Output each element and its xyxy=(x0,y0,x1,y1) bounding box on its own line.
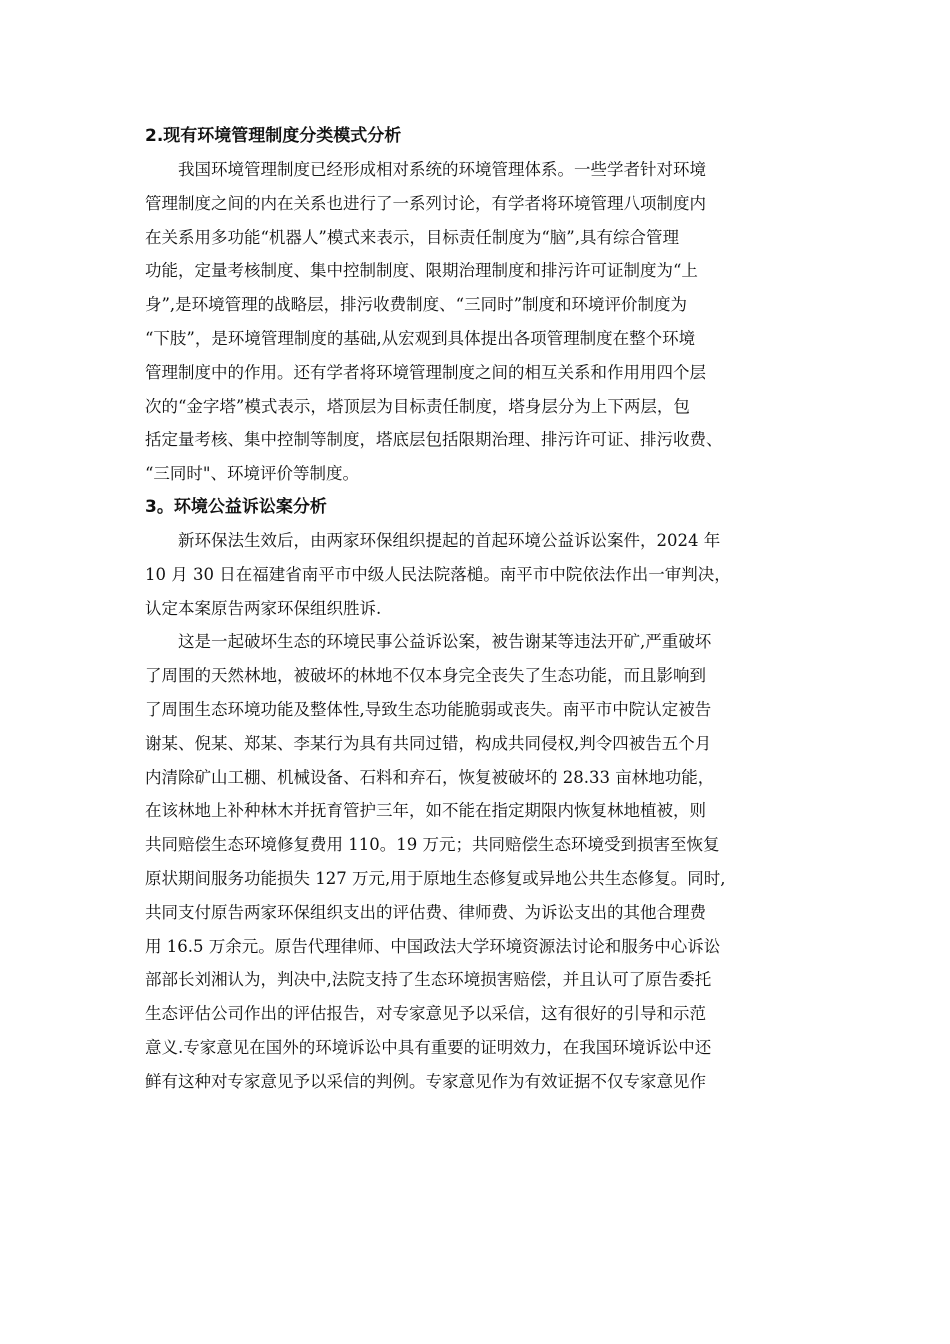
text-line: 管理制度之间的内在关系也进行了一系列讨论，有学者将环境管理八项制度内 xyxy=(145,193,706,213)
text-line: 共同支付原告两家环保组织支出的评估费、律师费、为诉讼支出的其他合理费 xyxy=(145,902,706,922)
text-line: 我国环境管理制度已经形成相对系统的环境管理体系。一些学者针对环境 xyxy=(178,160,706,179)
section-heading-2: 2.现有环境管理制度分类模式分析 xyxy=(145,126,402,146)
text-line: 鲜有这种对专家意见予以采信的判例。专家意见作为有效证据不仅专家意见作 xyxy=(145,1071,706,1091)
text-line: 了周围的天然林地，被破坏的林地不仅本身完全丧失了生态功能，而且影响到 xyxy=(145,666,706,686)
text-line: 内清除矿山工棚、机械设备、石料和弃石，恢复被破坏的 28.33 亩林地功能， xyxy=(145,767,715,787)
text-line: 新环保法生效后，由两家环保组织提起的首起环境公益诉讼案件，2024 年 xyxy=(178,530,721,550)
text-line: 部部长刘湘认为，判决中,法院支持了生态环境损害赔偿，并且认可了原告委托 xyxy=(145,970,712,990)
text-line: 了周围生态环境功能及整体性,导致生态功能脆弱或丧失。南平市中院认定被告 xyxy=(145,699,712,719)
text-line: “下肢”，是环境管理制度的基础,从宏观到具体提出各项管理制度在整个环境 xyxy=(145,328,696,348)
paragraph xyxy=(145,524,820,625)
text-line: 意义.专家意见在国外的环境诉讼中具有重要的证明效力，在我国环境诉讼中还 xyxy=(145,1037,712,1057)
text-line: 共同赔偿生态环境修复费用 110。19 万元；共同赔偿生态环境受到损害至恢复 xyxy=(145,835,720,855)
section-heading-3: 3。环境公益诉讼案分析 xyxy=(145,496,327,517)
text-line: 身”,是环境管理的战略层，排污收费制度、“三同时”制度和环境评价制度为 xyxy=(145,295,688,315)
text-line: 在该林地上补种林木并抚育管护三年，如不能在指定期限内恢复林地植被，则 xyxy=(145,801,706,821)
text-line: 在关系用多功能“机器人”模式来表示，目标责任制度为“脑”,具有综合管理 xyxy=(145,227,679,247)
text-line: 10 月 30 日在福建省南平市中级人民法院落槌。南平市中院依法作出一审判决， xyxy=(145,564,731,584)
text-line: 原状期间服务功能损失 127 万元,用于原地生态修复或异地公共生态修复。同时, xyxy=(145,868,726,888)
text-line: 管理制度中的作用。还有学者将环境管理制度之间的相互关系和作用用四个层 xyxy=(145,362,706,382)
document-page xyxy=(145,120,820,1099)
text-line: 认定本案原告两家环保组织胜诉. xyxy=(145,598,382,618)
text-line: 括定量考核、集中控制等制度，塔底层包括限期治理、排污许可证、排污收费、 xyxy=(145,430,723,450)
text-line: 谢某、倪某、郑某、李某行为具有共同过错，构成共同侵权,判令四被告五个月 xyxy=(145,733,712,753)
text-line: 次的“金字塔”模式表示，塔顶层为目标责任制度，塔身层分为上下两层，包 xyxy=(145,396,690,416)
text-line: 这是一起破坏生态的环境民事公益诉讼案，被告谢某等违法开矿,严重破坏 xyxy=(178,632,712,652)
paragraph xyxy=(145,625,820,1098)
text-line: 生态评估公司作出的评估报告，对专家意见予以采信，这有很好的引导和示范 xyxy=(145,1004,706,1024)
text-line: “三同时"、环境评价等制度。 xyxy=(145,464,360,484)
text-line: 用 16.5 万余元。原告代理律师、中国政法大学环境资源法讨论和服务中心诉讼 xyxy=(145,936,721,956)
text-line: 功能，定量考核制度、集中控制制度、限期治理制度和排污许可证制度为“上 xyxy=(145,261,698,281)
paragraph xyxy=(145,153,820,491)
